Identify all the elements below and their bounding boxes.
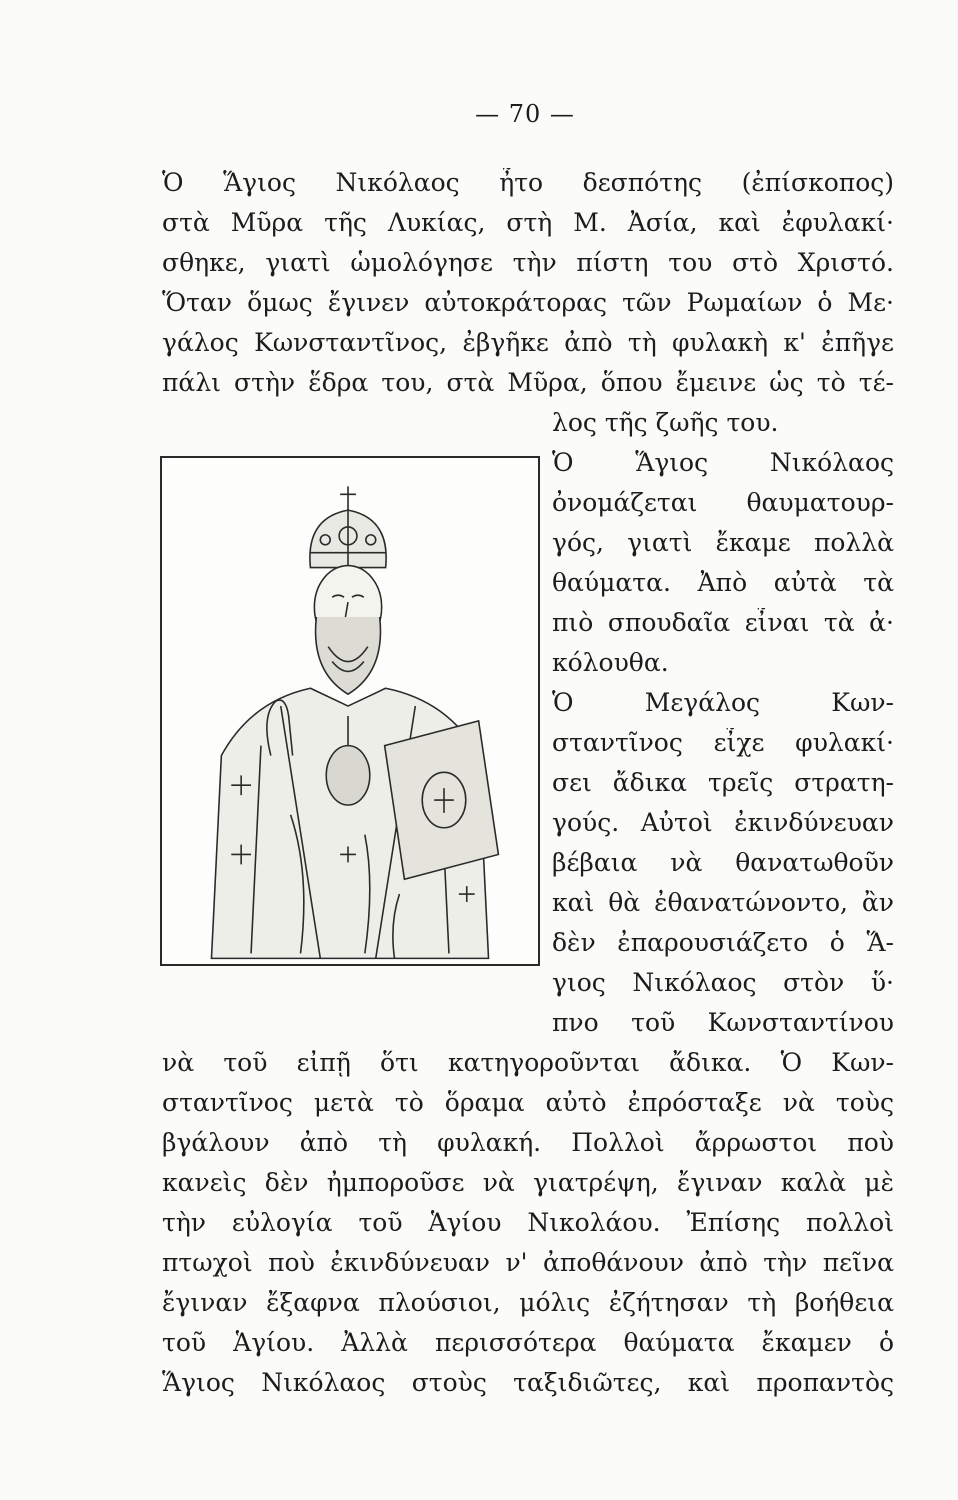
- text-line: λος τῆς ζωῆς του.: [552, 408, 779, 437]
- text-line: γιος Νικόλαος στὸν ὕ·: [552, 968, 894, 997]
- saint-icon: [162, 458, 538, 964]
- text-line: γάλος Κωνσταντῖνος, ἐβγῆκε ἀπὸ τὴ φυλακὴ κ' ἐπῆγε: [162, 328, 894, 357]
- text-line: ἔγιναν ἔξαφνα πλούσιοι, μόλις ἐζήτησαν τὴ βοήθεια: [162, 1288, 894, 1317]
- text-line: πτωχοὶ ποὺ ἐκινδύνευαν ν' ἀποθάνουν ἀπὸ τὴν πεῖνα: [162, 1248, 894, 1277]
- text-line: κόλουθα.: [552, 648, 669, 677]
- text-line: κανεὶς δὲν ἠμποροῦσε νὰ γιατρέψη, ἔγιναν καλὰ μὲ: [162, 1168, 894, 1197]
- text-line: σταντῖνος εἶχε φυλακί·: [552, 728, 894, 757]
- text-line: καὶ θὰ ἐθανατώνοντο, ἂν: [552, 888, 894, 917]
- text-line: ὀνομάζεται θαυματουρ-: [552, 488, 894, 517]
- text-line: Ὁ Ἅγιος Νικόλαος ἦτο δεσπότης (ἐπίσκοπος): [162, 168, 894, 197]
- text-line: τὴν εὐλογία τοῦ Ἁγίου Νικολάου. Ἐπίσης πολλοὶ: [162, 1208, 894, 1237]
- text-line: Ὁ Μεγάλος Κων-: [552, 688, 894, 717]
- text-line: τοῦ Ἁγίου. Ἀλλὰ περισσότερα θαύματα ἔκαμεν ὁ: [162, 1328, 894, 1357]
- text-line: πάλι στὴν ἕδρα του, στὰ Μῦρα, ὅπου ἔμεινε ὡς τὸ τέ-: [162, 368, 894, 397]
- text-line: πνο τοῦ Κωνσταντίνου: [552, 1008, 894, 1037]
- text-line: βέβαια νὰ θανατωθοῦν: [552, 848, 894, 877]
- text-line: γούς. Αὐτοὶ ἐκινδύνευαν: [552, 808, 894, 837]
- text-line: δὲν ἐπαρουσιάζετο ὁ Ἅ-: [552, 928, 894, 957]
- text-line: σει ἄδικα τρεῖς στρατη-: [552, 768, 894, 797]
- text-line: Ὁ Ἅγιος Νικόλαος: [552, 448, 894, 477]
- text-line: σθηκε, γιατὶ ὡμολόγησε τὴν πίστη του στὸ Χριστό.: [162, 248, 894, 277]
- text-line: στὰ Μῦρα τῆς Λυκίας, στὴ Μ. Ἀσία, καὶ ἐφυλακί·: [162, 208, 894, 237]
- page-number: — 70 —: [475, 100, 575, 128]
- text-line: Ὅταν ὅμως ἔγινεν αὐτοκράτορας τῶν Ρωμαίων ὁ Με·: [162, 288, 894, 317]
- text-line: θαύματα. Ἀπὸ αὐτὰ τὰ: [552, 568, 894, 597]
- saint-nicholas-illustration: [160, 456, 540, 966]
- text-line: Ἅγιος Νικόλαος στοὺς ταξιδιῶτες, καὶ προπαντὸς: [162, 1368, 894, 1397]
- text-line: νὰ τοῦ εἰπῇ ὅτι κατηγοροῦνται ἄδικα. Ὁ Κων-: [162, 1048, 894, 1077]
- text-line: σταντῖνος μετὰ τὸ ὅραμα αὐτὸ ἐπρόσταξε νὰ τοὺς: [162, 1088, 894, 1117]
- text-line: γός, γιατὶ ἔκαμε πολλὰ: [552, 528, 894, 557]
- text-line: βγάλουν ἀπὸ τὴ φυλακή. Πολλοὶ ἄρρωστοι ποὺ: [162, 1128, 894, 1157]
- text-line: πιὸ σπουδαῖα εἶναι τὰ ἀ·: [552, 608, 894, 637]
